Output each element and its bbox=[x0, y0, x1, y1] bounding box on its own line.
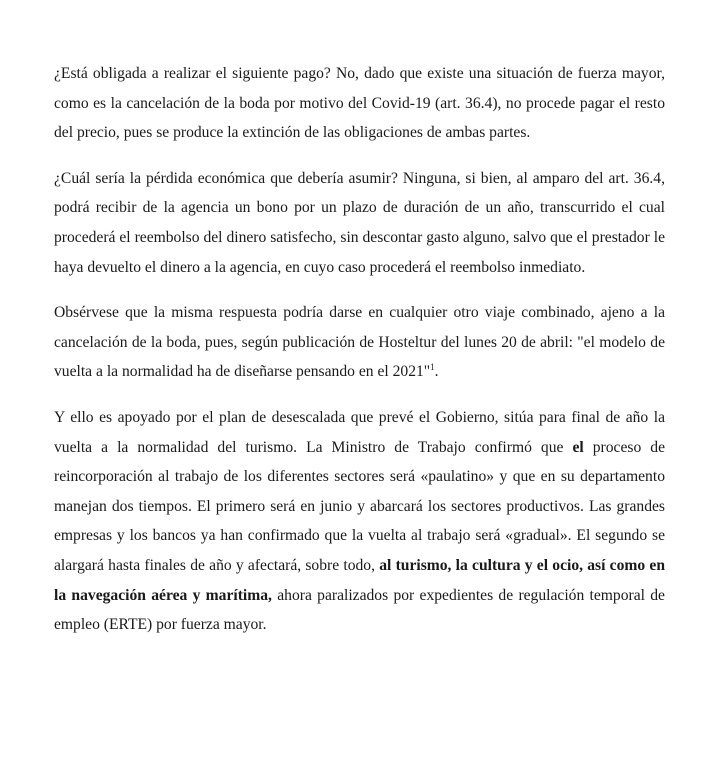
footnote-reference[interactable]: 1 bbox=[430, 362, 435, 373]
paragraph-text: Y ello es apoyado por el plan de desescalada que prevé el Gobierno, sitúa para final de año la vuelta a la normalidad del turismo. La Ministro de Trabajo confirmó que bbox=[54, 408, 665, 456]
paragraph-payment-question bbox=[54, 59, 665, 148]
document-body bbox=[54, 59, 665, 656]
paragraph-text: Obsérvese que la misma respuesta podría darse en cualquier otro viaje combinado, ajeno a la cancelación de la boda, pues, según publicación de Hosteltur del lunes 20 de abril: "el modelo de vuelta a la normalidad ha de diseñarse pensando en el 2021" bbox=[54, 304, 665, 381]
paragraph-combined-trip bbox=[54, 298, 665, 387]
paragraph-text: ¿Cuál sería la pérdida económica que debería asumir? Ninguna, si bien, al amparo del art. 36.4, podrá recibir de la agencia un bono por un plazo de duración de un año, transcurrido el cual procederá el reembolso del dinero satisfecho, sin descontar gasto alguno, salvo que el prestador le haya devuelto el dinero a la agencia, en cuyo caso procederá el reembolso inmediato. bbox=[54, 169, 665, 276]
bold-text: al turismo, la cultura y el ocio, así como en la navegación aérea y marítima, bbox=[54, 556, 665, 604]
paragraph-text-end: . bbox=[434, 363, 439, 381]
paragraph-text: proceso de reincorporación al trabajo de los diferentes sectores será «paulatino» y que en su departamento manejan dos tiempos. El primero será en junio y abarcará los sectores productivos. Las grandes empresas y los bancos ya han confirmado que la vuelta al trabajo será «gradual». El segundo se alargará hasta finales de año y afectará, sobre todo, bbox=[54, 438, 665, 574]
paragraph-text: ahora paralizados por expedientes de regulación temporal de empleo (ERTE) por fuerza mayor. bbox=[54, 586, 665, 634]
paragraph-text: ¿Está obligada a realizar el siguiente pago? No, dado que existe una situación de fuerza mayor, como es la cancelación de la boda por motivo del Covid-19 (art. 36.4), no procede pagar el resto del precio, pues se produce la extinción de las obligaciones de ambas partes. bbox=[54, 65, 665, 142]
paragraph-deescalation-plan bbox=[54, 403, 665, 640]
paragraph-economic-loss bbox=[54, 164, 665, 282]
bold-text: el bbox=[572, 438, 584, 456]
